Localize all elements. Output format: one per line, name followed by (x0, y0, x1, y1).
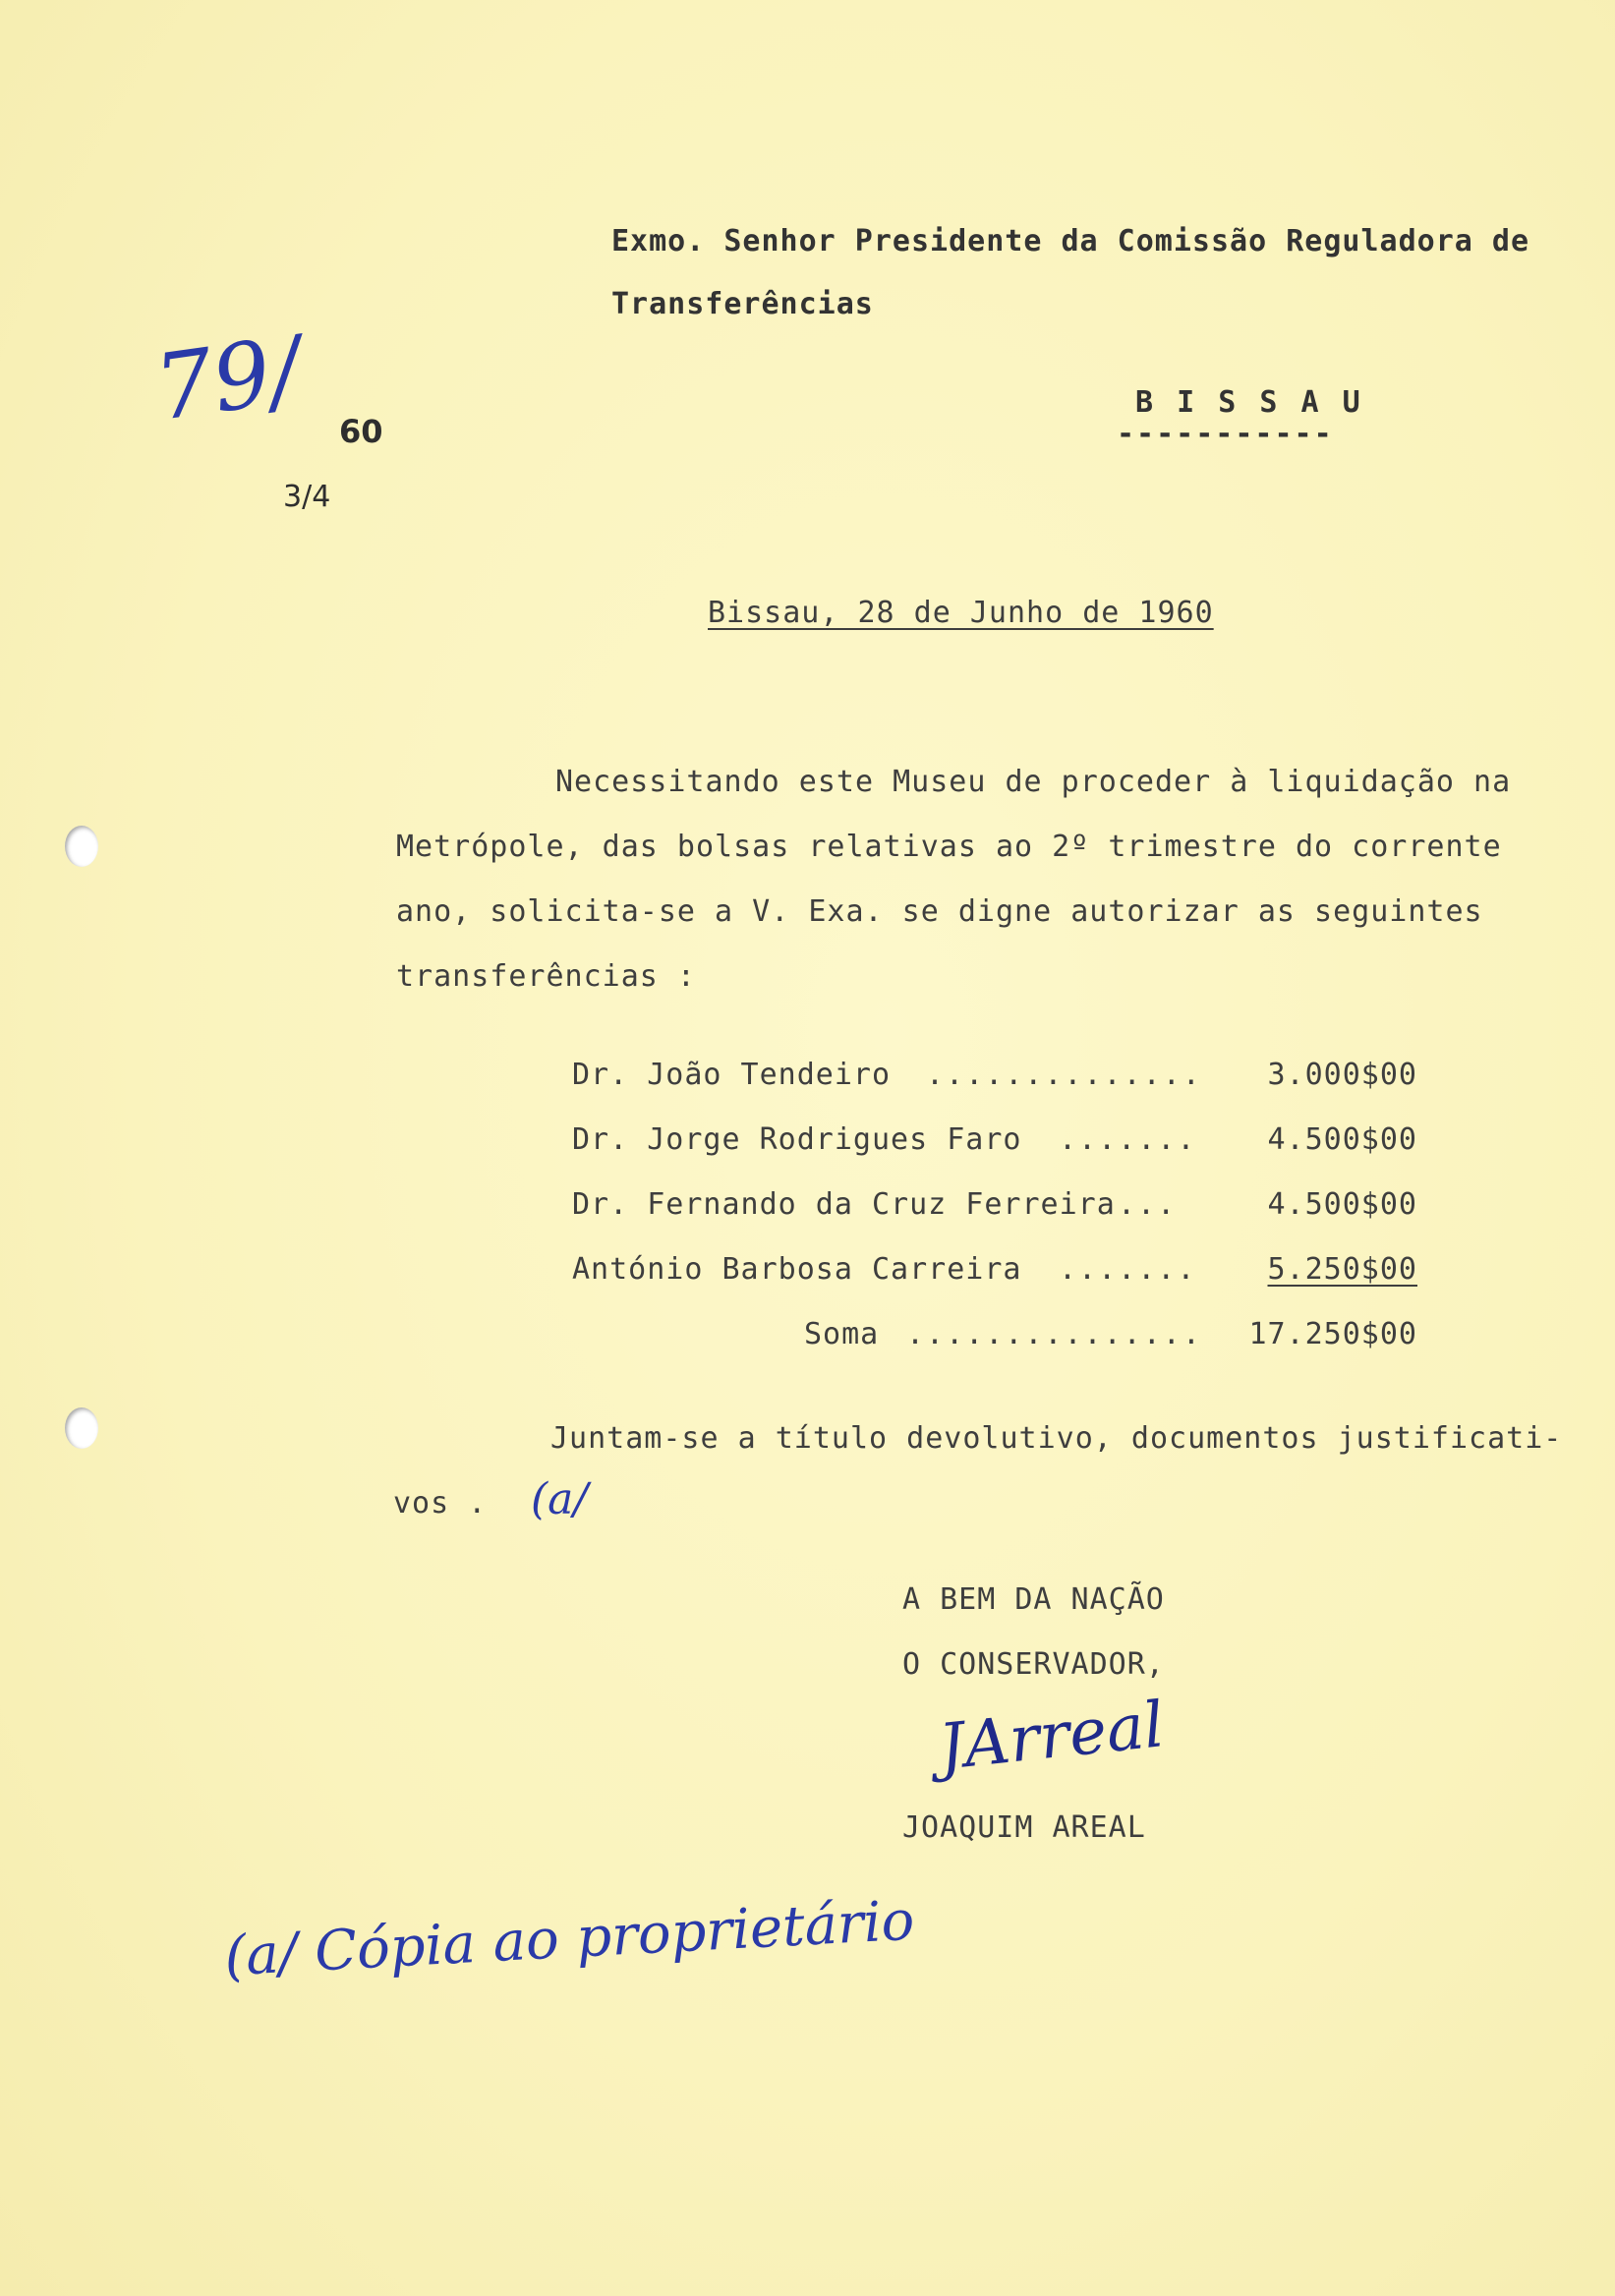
leader-dots: ............... (906, 1317, 1202, 1351)
transfer-amount: 3.000$00 (1267, 1058, 1417, 1092)
leader-dots: ... (1118, 1187, 1178, 1222)
transfer-name: Dr. Fernando da Cruz Ferreira (572, 1187, 1116, 1222)
leader-dots: ....... (1059, 1122, 1197, 1157)
date-line: Bissau, 28 de Junho de 1960 (708, 596, 1214, 630)
leader-dots: .............. (926, 1058, 1202, 1092)
city-heading: B I S S A U (1135, 385, 1363, 420)
closing-line-2: vos . (393, 1486, 488, 1521)
handwritten-footnote-mark: (a/ (531, 1474, 589, 1524)
addressee-line-1: Exmo. Senhor Presidente da Comissão Reguladora de (611, 224, 1530, 258)
reference-year: 60 (339, 413, 383, 450)
transfer-row-1 (572, 1058, 1417, 1107)
handwritten-reference-number: 79/ (148, 316, 308, 441)
body-line-3: ano, solicita-se a V. Exa. se digne autorizar as seguintes (396, 894, 1483, 929)
city-underline: ----------- (1117, 417, 1334, 451)
handwritten-bottom-note: (a/ Cópia ao proprietário (222, 1888, 916, 1989)
total-row (572, 1317, 1417, 1366)
punch-hole-bottom (65, 1407, 98, 1449)
punch-hole-top (65, 826, 98, 867)
handwritten-signature: JArreal (935, 1689, 1168, 1785)
signatory-name: JOAQUIM AREAL (902, 1810, 1146, 1845)
pencil-fraction: 3/4 (283, 480, 331, 514)
closing-line-1: Juntam-se a título devolutivo, documentos justificati- (550, 1421, 1563, 1456)
transfer-name: António Barbosa Carreira (572, 1252, 1022, 1287)
body-line-2: Metrópole, das bolsas relativas ao 2º trimestre do corrente (396, 830, 1502, 864)
transfer-row-4 (572, 1252, 1417, 1301)
signatory-role: O CONSERVADOR, (902, 1647, 1165, 1682)
total-label: Soma (804, 1317, 880, 1351)
total-amount: 17.250$00 (1248, 1317, 1417, 1351)
transfer-amount: 4.500$00 (1267, 1187, 1417, 1222)
transfer-row-2 (572, 1122, 1417, 1172)
transfer-amount: 5.250$00 (1267, 1252, 1417, 1287)
motto: A BEM DA NAÇÃO (902, 1582, 1165, 1617)
addressee-line-2: Transferências (611, 287, 874, 321)
body-line-1: Necessitando este Museu de proceder à liquidação na (555, 765, 1512, 799)
transfer-name: Dr. Jorge Rodrigues Faro (572, 1122, 1022, 1157)
transfer-amount: 4.500$00 (1267, 1122, 1417, 1157)
body-line-4: transferências : (396, 959, 696, 994)
transfer-name: Dr. João Tendeiro (572, 1058, 892, 1092)
transfer-row-3 (572, 1187, 1417, 1236)
leader-dots: ....... (1059, 1252, 1197, 1287)
